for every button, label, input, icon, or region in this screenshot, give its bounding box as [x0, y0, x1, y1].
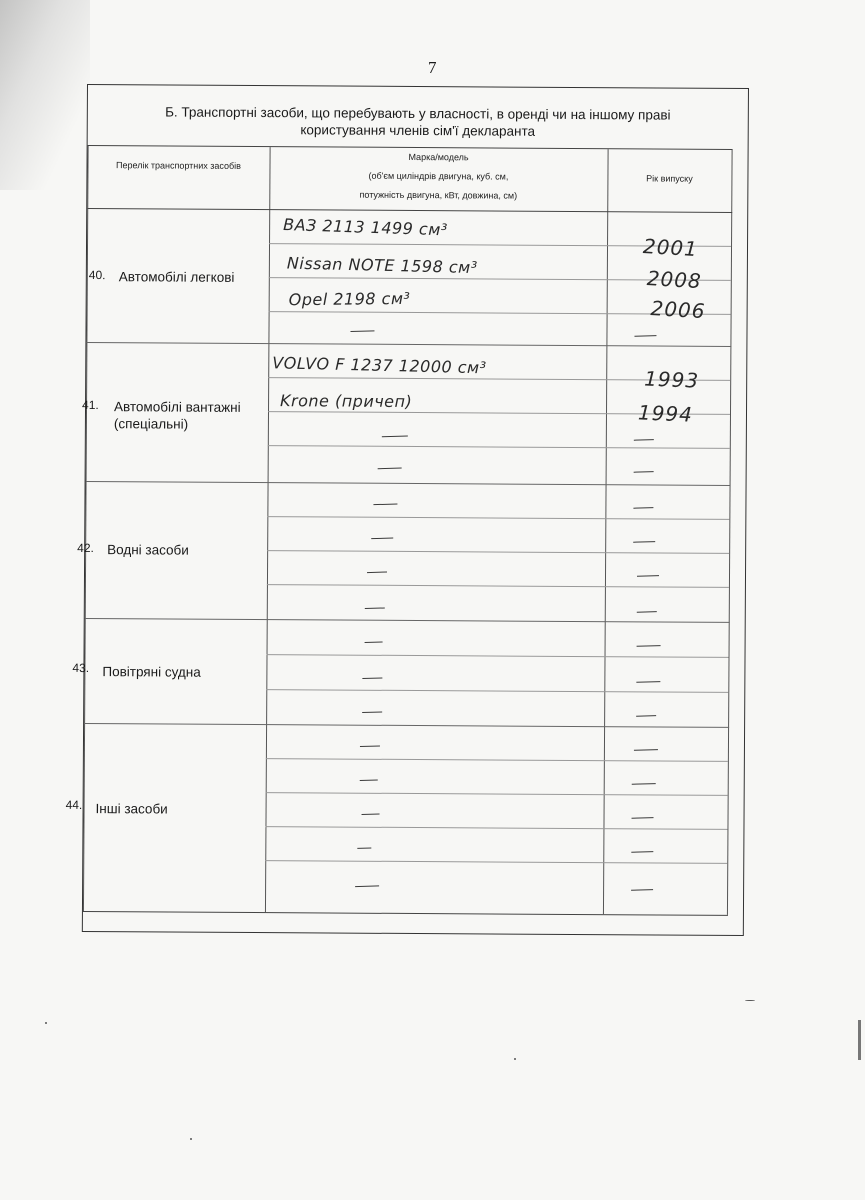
- vehicle-model-entry: VOLVO F 1237 12000 см³: [272, 353, 487, 378]
- category-divider: [86, 342, 731, 347]
- category-label: Водні засоби: [107, 542, 189, 558]
- scan-edge-mark: [858, 1020, 861, 1060]
- column-divider: [265, 147, 271, 912]
- column-divider: [603, 149, 609, 914]
- scan-shadow: [0, 0, 90, 190]
- empty-entry-dash: [633, 507, 653, 509]
- empty-entry-dash: [636, 715, 656, 717]
- section-title-line2: користування членів сім'ї декларанта: [300, 122, 536, 139]
- vehicle-year-entry: 2006: [649, 296, 707, 324]
- empty-entry-dash: [360, 745, 380, 747]
- category-divider: [84, 723, 729, 728]
- empty-entry-dash: [365, 607, 385, 609]
- header-year: Рік випуску: [646, 173, 693, 184]
- header-make-model-line3: потужність двигуна, кВт, довжина, см): [359, 189, 518, 201]
- category-number: 40.: [88, 268, 106, 283]
- empty-entry-dash: [637, 575, 659, 577]
- header-divider: [87, 208, 732, 213]
- empty-entry-dash: [637, 645, 661, 647]
- empty-entry-dash: [634, 471, 654, 473]
- declaration-frame: [65, 84, 749, 936]
- category-number: 43.: [72, 660, 90, 676]
- header-make-model: [269, 147, 607, 206]
- section-title-line1: Б. Транспортні засоби, що перебувають у власності, в оренді чи на іншому праві: [165, 104, 671, 123]
- scan-speck: [514, 1058, 516, 1060]
- category-label: Інші засоби: [95, 801, 168, 817]
- section-title: [88, 103, 748, 141]
- scan-speck: [190, 1138, 192, 1140]
- table-border-right: [727, 150, 733, 915]
- empty-entry-dash: [632, 783, 656, 785]
- empty-entry-dash: [355, 885, 379, 887]
- page-number: 7: [428, 58, 437, 77]
- header-make-model-line1: Марка/модель: [408, 151, 469, 163]
- category-label-line2: (спеціальні): [113, 416, 189, 432]
- empty-entry-dash: [634, 439, 654, 441]
- empty-entry-dash: [382, 436, 408, 438]
- vehicle-year-entry: 2008: [646, 266, 703, 294]
- row-line: [268, 445, 730, 449]
- empty-entry-dash: [373, 503, 397, 505]
- vehicle-model-entry: Opel 2198 см³: [288, 288, 411, 310]
- category-label: Повітряні судна: [102, 664, 201, 680]
- scan-speck: [745, 1000, 755, 1001]
- category-divider: [86, 481, 731, 486]
- empty-entry-dash: [362, 711, 382, 713]
- scan-speck: [45, 1022, 47, 1024]
- vehicle-year-entry: 1994: [637, 400, 694, 427]
- category-divider: [85, 618, 730, 623]
- vehicle-year-entry: 1993: [643, 366, 700, 393]
- empty-entry-dash: [362, 813, 380, 815]
- row-line: [266, 792, 728, 796]
- vehicle-year-entry: 2001: [642, 233, 699, 262]
- empty-entry-dash: [633, 541, 655, 543]
- empty-entry-dash: [378, 468, 402, 470]
- empty-entry-dash: [371, 537, 393, 539]
- row-line: [266, 689, 728, 693]
- table-border-left: [83, 146, 89, 911]
- category-label-line1: Автомобілі вантажні: [113, 399, 241, 415]
- category-label: [114, 398, 241, 433]
- empty-entry-dash: [357, 848, 371, 850]
- category-number: 44.: [65, 797, 83, 812]
- empty-entry-dash: [367, 571, 387, 573]
- empty-entry-dash: [350, 330, 374, 332]
- vehicle-model-entry: ВАЗ 2113 1499 см³: [282, 215, 449, 240]
- empty-entry-dash: [634, 335, 656, 337]
- row-line: [267, 550, 729, 554]
- row-line: [265, 860, 727, 864]
- row-line: [267, 516, 729, 520]
- empty-entry-dash: [365, 642, 383, 644]
- empty-entry-dash: [362, 677, 382, 679]
- row-line: [267, 654, 729, 658]
- category-number: 42.: [77, 540, 94, 556]
- row-line: [266, 758, 728, 762]
- empty-entry-dash: [632, 817, 654, 819]
- category-number: 41.: [81, 397, 99, 413]
- header-make-model-line2: (об'єм циліндрів двигуна, куб. см,: [368, 170, 509, 182]
- empty-entry-dash: [631, 889, 653, 891]
- empty-entry-dash: [634, 749, 658, 751]
- category-label: Автомобілі легкові: [118, 269, 235, 285]
- vehicles-table: [65, 145, 733, 916]
- vehicle-model-entry: Krone (причеп): [280, 391, 413, 411]
- empty-entry-dash: [636, 681, 660, 683]
- empty-entry-dash: [360, 779, 378, 781]
- row-line: [267, 584, 729, 588]
- header-vehicle-list: Перелік транспортних засобів: [115, 160, 242, 171]
- vehicle-model-entry: Nissan NOTE 1598 см³: [286, 253, 478, 278]
- empty-entry-dash: [631, 851, 653, 853]
- row-line: [265, 826, 727, 830]
- empty-entry-dash: [637, 611, 657, 613]
